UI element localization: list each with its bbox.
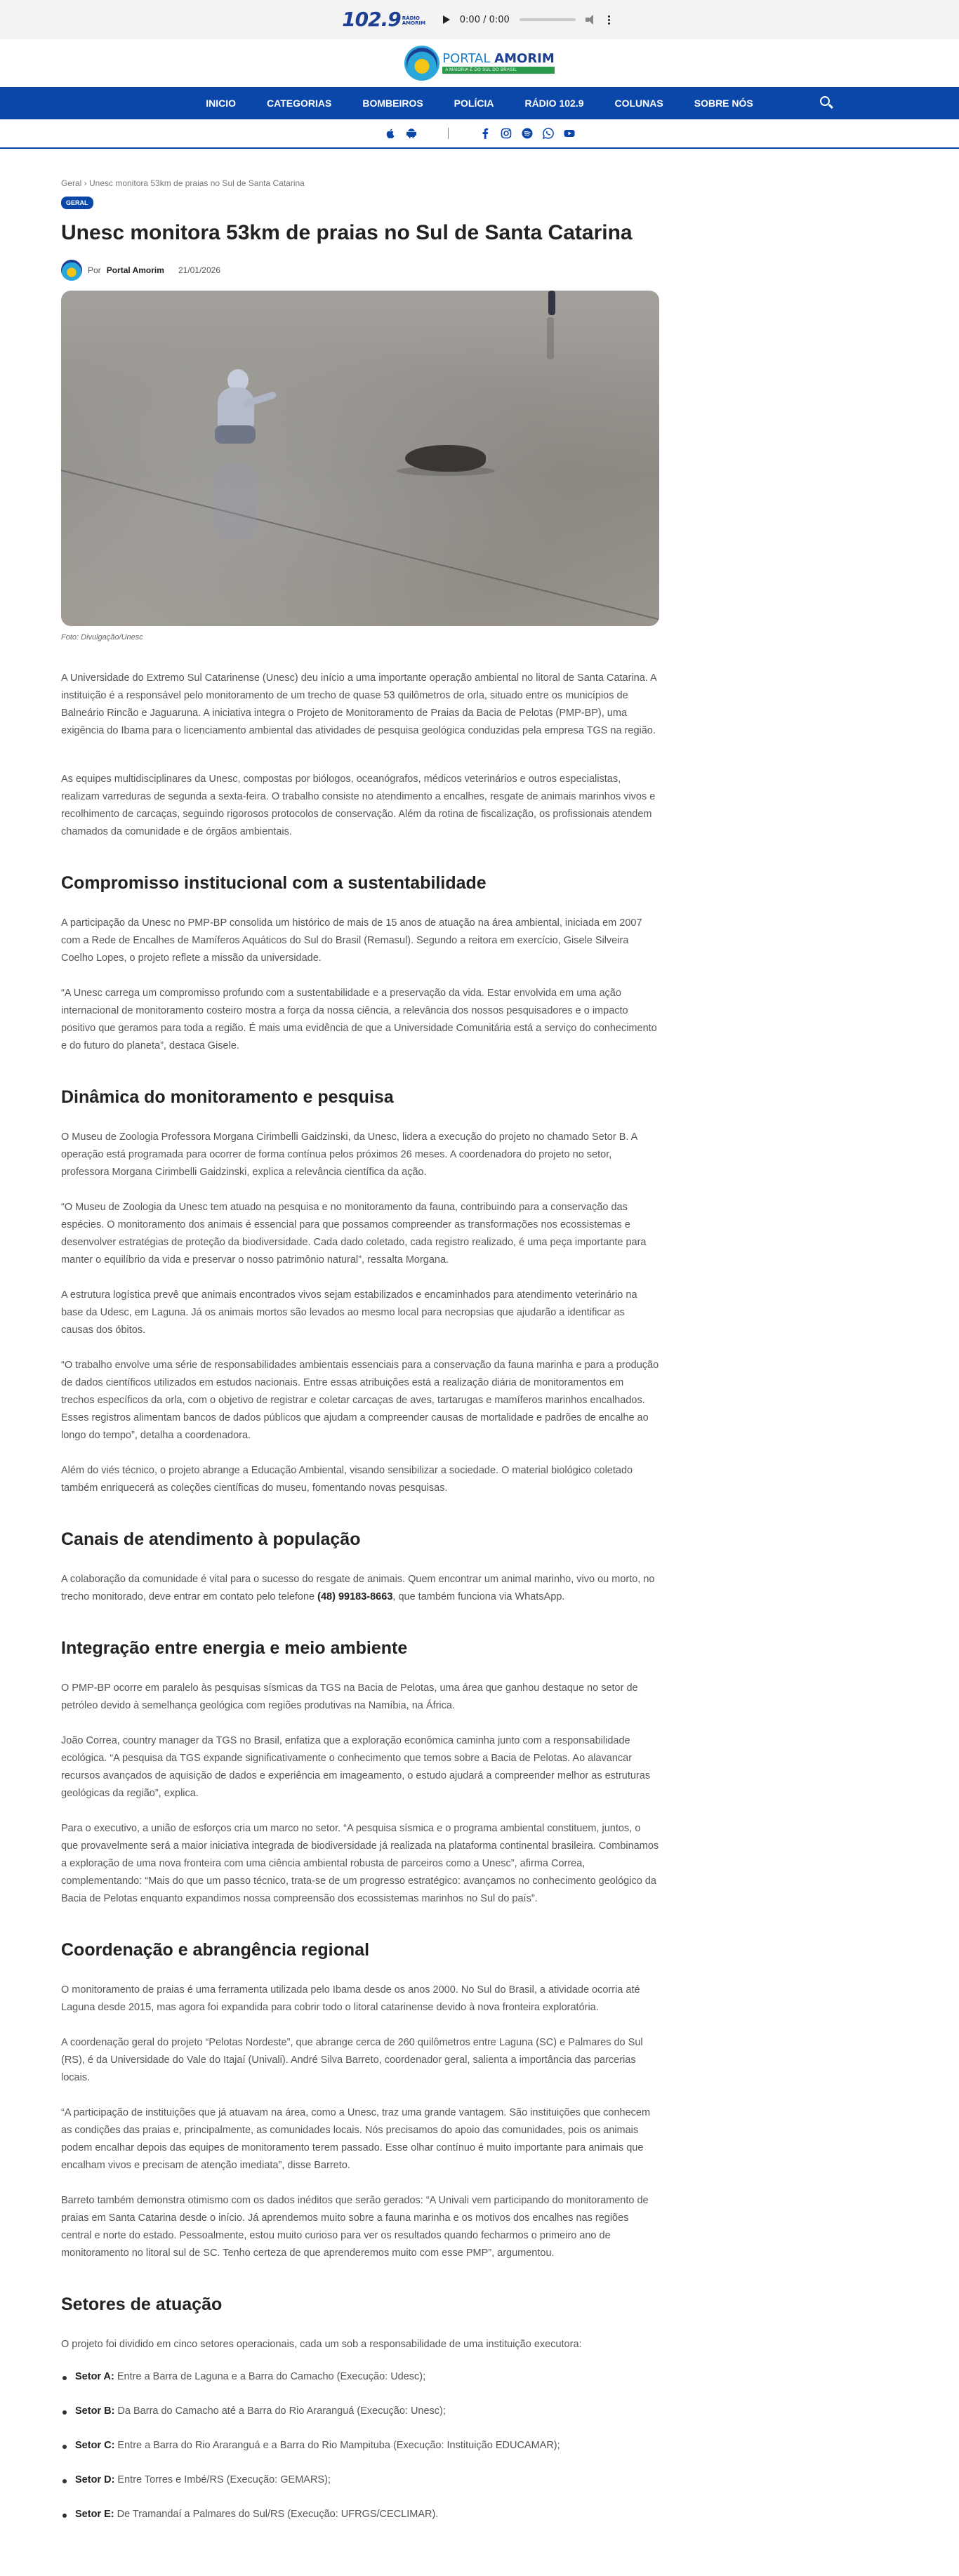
paragraph: “A participação de instituições que já atuavam na área, como a Unesc, traz uma grande vantagem. São instituições que conhecem as condições das praias e, principalmente, as comunidades locais. Nós precisamos do apoio das comunidades, pois os animais podem encalhar depois das equipes de monitoramento terem passado. Esse olhar contínuo é muito importante para animais que encalham vivos e precisam de atenção imediata”, disse Barreto. <box>61 2107 651 2171</box>
paragraph: A coordenação geral do projeto “Pelotas Nordeste”, que abrange cerca de 260 quilômetros entre Laguna (SC) e Palmares do Sul (RS), é da Universidade do Vale do Itajaí (Univali). André Silva Barreto, coordenador geral, salienta a importância das parcerias locais. <box>61 2037 643 2083</box>
sector-label: Setor E: <box>75 2509 114 2520</box>
section-heading: Integração entre energia e meio ambiente <box>61 1638 408 1658</box>
list-item <box>61 2405 659 2417</box>
author-prefix: Por <box>88 265 101 275</box>
site-logo-emblem-icon <box>404 46 439 81</box>
site-logo-brand-bold: AMORIM <box>494 51 555 66</box>
sector-text: Entre Torres e Imbé/RS (Execução: GEMARS); <box>114 2474 331 2485</box>
author-avatar[interactable] <box>61 260 82 281</box>
list-item <box>61 2371 659 2382</box>
section-heading: Canais de atendimento à população <box>61 1529 361 1549</box>
paragraph: O monitoramento de praias é uma ferramenta utilizada pelo Ibama desde os anos 2000. No Sul do Brasil, a atividade ocorria até Laguna desde 2015, mas agora foi expandida para cobrir todo o litoral catarinense devido à nova fronteira exploratória. <box>61 1984 640 2013</box>
breadcrumb[interactable]: Geral › Unesc monitora 53km de praias no Sul de Santa Catarina <box>61 178 305 188</box>
apple-icon[interactable] <box>385 128 396 139</box>
sector-text: Entre a Barra do Rio Araranguá e a Barra do Rio Mampituba (Execução: Instituição EDUCAMAR); <box>114 2440 560 2451</box>
paragraph: A Universidade do Extremo Sul Catarinense (Unesc) deu início a uma importante operação ambiental no litoral de Santa Catarina. A instituição é a responsável pelo monitoramento de um trecho de quase 53 quilômetros de orla, situado entre os municípios de Balneário Rincão e Jaguaruna. A iniciativa integra o Projeto de Monitoramento de Praias da Bacia de Pelotas (PMP-BP), uma exigência do Ibama para o licenciamento ambiental das atividades de pesquisa geológica conduzidas pela empresa TGS na região. <box>61 672 656 736</box>
contact-text-after: , que também funciona via WhatsApp. <box>392 1591 565 1602</box>
sector-label: Setor D: <box>75 2474 115 2485</box>
audio-player <box>436 7 617 32</box>
paragraph: O projeto foi dividido em cinco setores operacionais, cada um sob a responsabilidade de uma instituição executora: <box>61 2339 582 2350</box>
site-header <box>0 39 959 87</box>
paragraph: O PMP-BP ocorre em paralelo às pesquisas sísmicas da TGS na Bacia de Pelotas, uma área que ganhou destaque no setor de petróleo devido à semelhança geológica com regiões produtivas na Namíbia, na África. <box>61 1682 638 1711</box>
sector-text: Da Barra do Camacho até a Barra do Rio Araranguá (Execução: Unesc); <box>114 2405 446 2417</box>
paragraph: Além do viés técnico, o projeto abrange a Educação Ambiental, visando sensibilizar a sociedade. O material biológico coletado também enriquecerá as coleções científicas do museu, fomentando novas pesquisas. <box>61 1465 633 1494</box>
list-item <box>61 2440 659 2451</box>
radio-logo[interactable] <box>342 10 426 29</box>
nav-item-inicio[interactable]: INICIO <box>206 98 237 109</box>
nav-item-bombeiros[interactable]: BOMBEIROS <box>362 98 423 109</box>
paragraph: A participação da Unesc no PMP-BP consolida um histórico de mais de 15 anos de atuação na área ambiental, iniciada em 2007 com a Rede de Encalhes de Mamíferos Aquáticos do Sul do Brasil (Remasul). Segundo a reitora em exercício, Gisele Silveira Coelho Lopes, o projeto reflete a missão da universidade. <box>61 917 642 964</box>
sector-label: Setor A: <box>75 2371 114 2382</box>
contact-phone: (48) 99183-8663 <box>317 1591 393 1602</box>
social-bar <box>0 119 959 149</box>
paragraph: “A Unesc carrega um compromisso profundo com a sustentabilidade e a preservação da vida. Estar envolvida em uma ação internacional de monitoramento costeiro mostra a força da nossa ciência, a relevância dos nossos pesquisadores e o impacto positivo que geramos para toda a região. É mais uma evidência de que a Universidade Comunitária está a serviço do conhecimento e do futuro do planeta”, destaca Gisele. <box>61 988 657 1051</box>
author-name[interactable]: Portal Amorim <box>106 265 164 275</box>
facebook-icon[interactable] <box>479 128 491 139</box>
site-logo-brand <box>442 53 555 65</box>
article-meta <box>61 260 659 281</box>
volume-icon[interactable] <box>586 15 598 25</box>
android-icon[interactable] <box>406 128 417 139</box>
list-item <box>61 2474 659 2485</box>
category-badge[interactable]: GERAL <box>61 197 93 209</box>
paragraph: A estrutura logística prevê que animais encontrados vivos sejam estabilizados e encaminhados para atendimento veterinário na base da Udesc, em Laguna. Já os animais mortos são levados ao mesmo local para necropsias que ajudarão a identificar as causas dos óbitos. <box>61 1289 637 1336</box>
site-logo[interactable] <box>404 46 555 81</box>
paragraph: As equipes multidisciplinares da Unesc, compostas por biólogos, oceanógrafos, médicos veterinários e outros especialistas, realizam varreduras de segunda a sexta-feira. O trabalho consiste no atendimento a encalhes, resgate de animais marinhos vivos e recolhimento de carcaças, seguindo rigorosos protocolos de conservação. Além da rotina de fiscalização, os profissionais atendem chamados da comunidade e de órgãos ambientais. <box>61 774 656 837</box>
audio-time: 0:00 / 0:00 <box>459 14 510 25</box>
play-icon[interactable] <box>443 15 450 24</box>
sector-text: De Tramandaí a Palmares do Sul/RS (Execução: UFRGS/CECLIMAR). <box>114 2509 439 2520</box>
contact-text-before: A colaboração da comunidade é vital para o sucesso do resgate de animais. Quem encontrar um animal marinho, vivo ou morto, no trecho monitorado, deve entrar em contato pelo telefone <box>61 1574 655 1602</box>
paragraph: O Museu de Zoologia Professora Morgana Cirimbelli Gaidzinski, da Unesc, lidera a execução do projeto no chamado Setor B. A operação está programada para ocorrer de forma contínua pelos próximos 26 meses. A coordenadora do projeto no setor, professora Morgana Cirimbelli Gaidzinski, explica a relevância científica da ação. <box>61 1131 637 1178</box>
site-logo-brand-light: PORTAL <box>442 51 491 66</box>
paragraph: “O trabalho envolve uma série de responsabilidades ambientais essenciais para a conservação da fauna marinha e para a produção de dados científicos utilizados em estudos nacionais. Entre essas atribuições está a realização diária de monitoramentos em trechos específicos da orla, com o objetivo de registrar e coletar carcaças de aves, tartarugas e mamíferos marinhos encalhados. Esses registros alimentam bancos de dados públicos que ajudam a compreender causas de mortalidade e padrões de encalhe ao longo do tempo”, detalha a coordenadora. <box>61 1360 659 1441</box>
radio-logo-sub: RÁDIO AMORIM <box>402 15 426 27</box>
nav-item-sobre-nos[interactable]: SOBRE NÓS <box>694 98 753 109</box>
section-heading: Compromisso institucional com a sustentabilidade <box>61 873 487 893</box>
section-heading: Dinâmica do monitoramento e pesquisa <box>61 1087 394 1107</box>
nav-item-categorias[interactable]: CATEGORIAS <box>267 98 332 109</box>
paragraph: “O Museu de Zoologia da Unesc tem atuado na pesquisa e no monitoramento da fauna, contribuindo para a conservação das espécies. O monitoramento dos animais é essencial para que possamos compreender as transformações nos ecossistemas e desenvolver estratégias de proteção da biodiversidade. Cada dado coletado, cada registro realizado, é uma peça importante para manter o equilíbrio da vida e preservar o nosso patrimônio natural”, ressalta Morgana. <box>61 1202 647 1266</box>
sector-text: Entre a Barra de Laguna e a Barra do Camacho (Execução: Udesc); <box>114 2371 426 2382</box>
section-heading: Coordenação e abrangência regional <box>61 1940 370 1960</box>
radio-logo-number: 102.9 <box>342 8 401 31</box>
site-logo-tagline: A MAIORIA É DO SUL DO BRASIL <box>442 67 555 74</box>
youtube-icon[interactable] <box>564 128 575 139</box>
paragraph: Barreto também demonstra otimismo com os dados inéditos que serão gerados: “A Univali vem participando do monitoramento de praias em Santa Catarina desde o início. Já aprendemos muito sobre a fauna marinha e os motivos dos encalhes nas regiões central e norte do estado. Pessoalmente, estou muito curioso para ver os resultados quando fecharmos o primeiro ano de monitoramento no litoral sul de SC. Tenho certeza de que aprenderemos muito com esse PMP”, argumentou. <box>61 2195 649 2259</box>
instagram-icon[interactable] <box>501 128 512 139</box>
article-date: 21/01/2026 <box>178 265 220 275</box>
search-icon[interactable] <box>820 96 834 110</box>
paragraph-contact <box>61 1571 659 1606</box>
main-nav <box>0 87 959 119</box>
divider <box>448 128 449 139</box>
article-body <box>61 670 659 2520</box>
photo-caption: Foto: Divulgação/Unesc <box>61 633 143 642</box>
whatsapp-icon[interactable] <box>543 128 554 139</box>
nav-item-radio[interactable]: RÁDIO 102.9 <box>524 98 584 109</box>
radio-player-bar <box>0 0 959 39</box>
sector-label: Setor B: <box>75 2405 115 2417</box>
nav-item-colunas[interactable]: COLUNAS <box>614 98 663 109</box>
article-title: Unesc monitora 53km de praias no Sul de Santa Catarina <box>61 221 633 244</box>
sector-label: Setor C: <box>75 2440 115 2451</box>
audio-progress-slider[interactable] <box>520 18 576 21</box>
paragraph: Para o executivo, a união de esforços cria um marco no setor. “A pesquisa sísmica e o programa ambiental constituem, juntos, o que provavelmente será a maior iniciativa integrada de biodiversidade já realizada na plataforma continental brasileira. Combinamos a exploração de uma nova fronteira com uma ciência ambiental robusta de parceiros como a Unesc”, afirma Correa, complementando: “Mais do que um passo técnico, trata-se de um progresso estratégico: avançamos no conhecimento geológico da Bacia de Pelotas enquanto expandimos nossa compreensão dos ecossistemas marinhos no Sul do país”. <box>61 1823 659 1904</box>
article-content <box>61 178 659 2543</box>
nav-item-policia[interactable]: POLÍCIA <box>454 98 494 109</box>
section-heading: Setores de atuação <box>61 2295 223 2314</box>
sector-list <box>61 2371 659 2520</box>
spotify-icon[interactable] <box>522 128 533 139</box>
list-item <box>61 2509 659 2520</box>
more-options-icon[interactable] <box>608 15 610 25</box>
paragraph: João Correa, country manager da TGS no Brasil, enfatiza que a exploração econômica caminha junto com a responsabilidade ecológica. “A pesquisa da TGS expande significativamente o conhecimento que temos sobre a Bacia de Pelotas. Ao alavancar recursos avançados de aquisição de dados e experiência em imageamento, o estudo ajudará a compreender melhor as estruturas geológicas da região”, explica. <box>61 1735 651 1799</box>
article-photo <box>61 291 659 626</box>
